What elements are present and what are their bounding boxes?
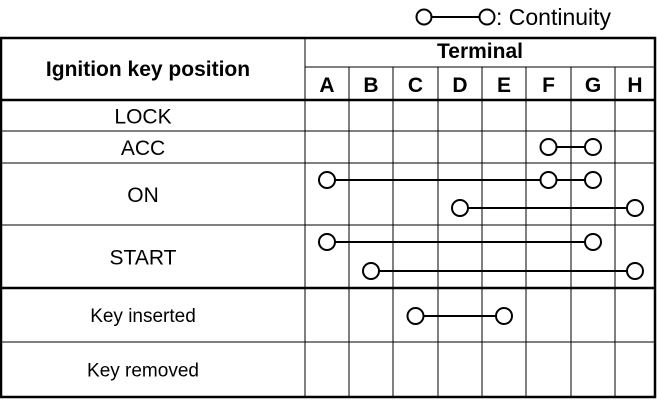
- terminal-label-h: H: [627, 74, 643, 97]
- terminal-label-g: G: [584, 74, 602, 97]
- terminal-node-g: [585, 172, 601, 188]
- terminal-node-c: [408, 308, 424, 324]
- row-label: LOCK: [114, 105, 172, 129]
- legend-circle-left: [417, 10, 432, 25]
- row-label: Key removed: [87, 360, 199, 382]
- terminal-node-e: [496, 308, 512, 324]
- terminal-label-a: A: [319, 74, 335, 97]
- terminal-node-d: [452, 200, 468, 216]
- terminal-label-d: D: [452, 74, 468, 97]
- row-label: START: [109, 246, 177, 270]
- terminal-node-g: [585, 139, 601, 155]
- terminal-label-b: B: [363, 74, 379, 97]
- terminal-node-h: [627, 263, 643, 279]
- terminal-node-b: [363, 263, 379, 279]
- terminal-label-f: F: [542, 74, 555, 97]
- terminal-label-c: C: [407, 74, 424, 97]
- row-label: Key inserted: [90, 306, 196, 327]
- terminal-node-a: [319, 172, 335, 188]
- legend-circle-right: [480, 10, 495, 25]
- row-label: ON: [127, 184, 159, 207]
- terminal-node-a: [319, 234, 335, 250]
- terminal-node-f: [541, 172, 557, 188]
- terminal-label-e: E: [496, 74, 512, 97]
- terminal-labels: [319, 74, 642, 97]
- terminal-node-f: [541, 139, 557, 155]
- terminal-node-h: [627, 200, 643, 216]
- continuity-connections: [319, 139, 643, 324]
- row-labels: [87, 106, 199, 382]
- terminal-title: Terminal: [437, 40, 523, 63]
- position-column-title: Ignition key position: [45, 58, 251, 81]
- terminal-node-g: [585, 234, 601, 250]
- legend: [417, 4, 612, 30]
- row-label: ACC: [120, 137, 166, 160]
- legend-label: : Continuity: [496, 4, 612, 30]
